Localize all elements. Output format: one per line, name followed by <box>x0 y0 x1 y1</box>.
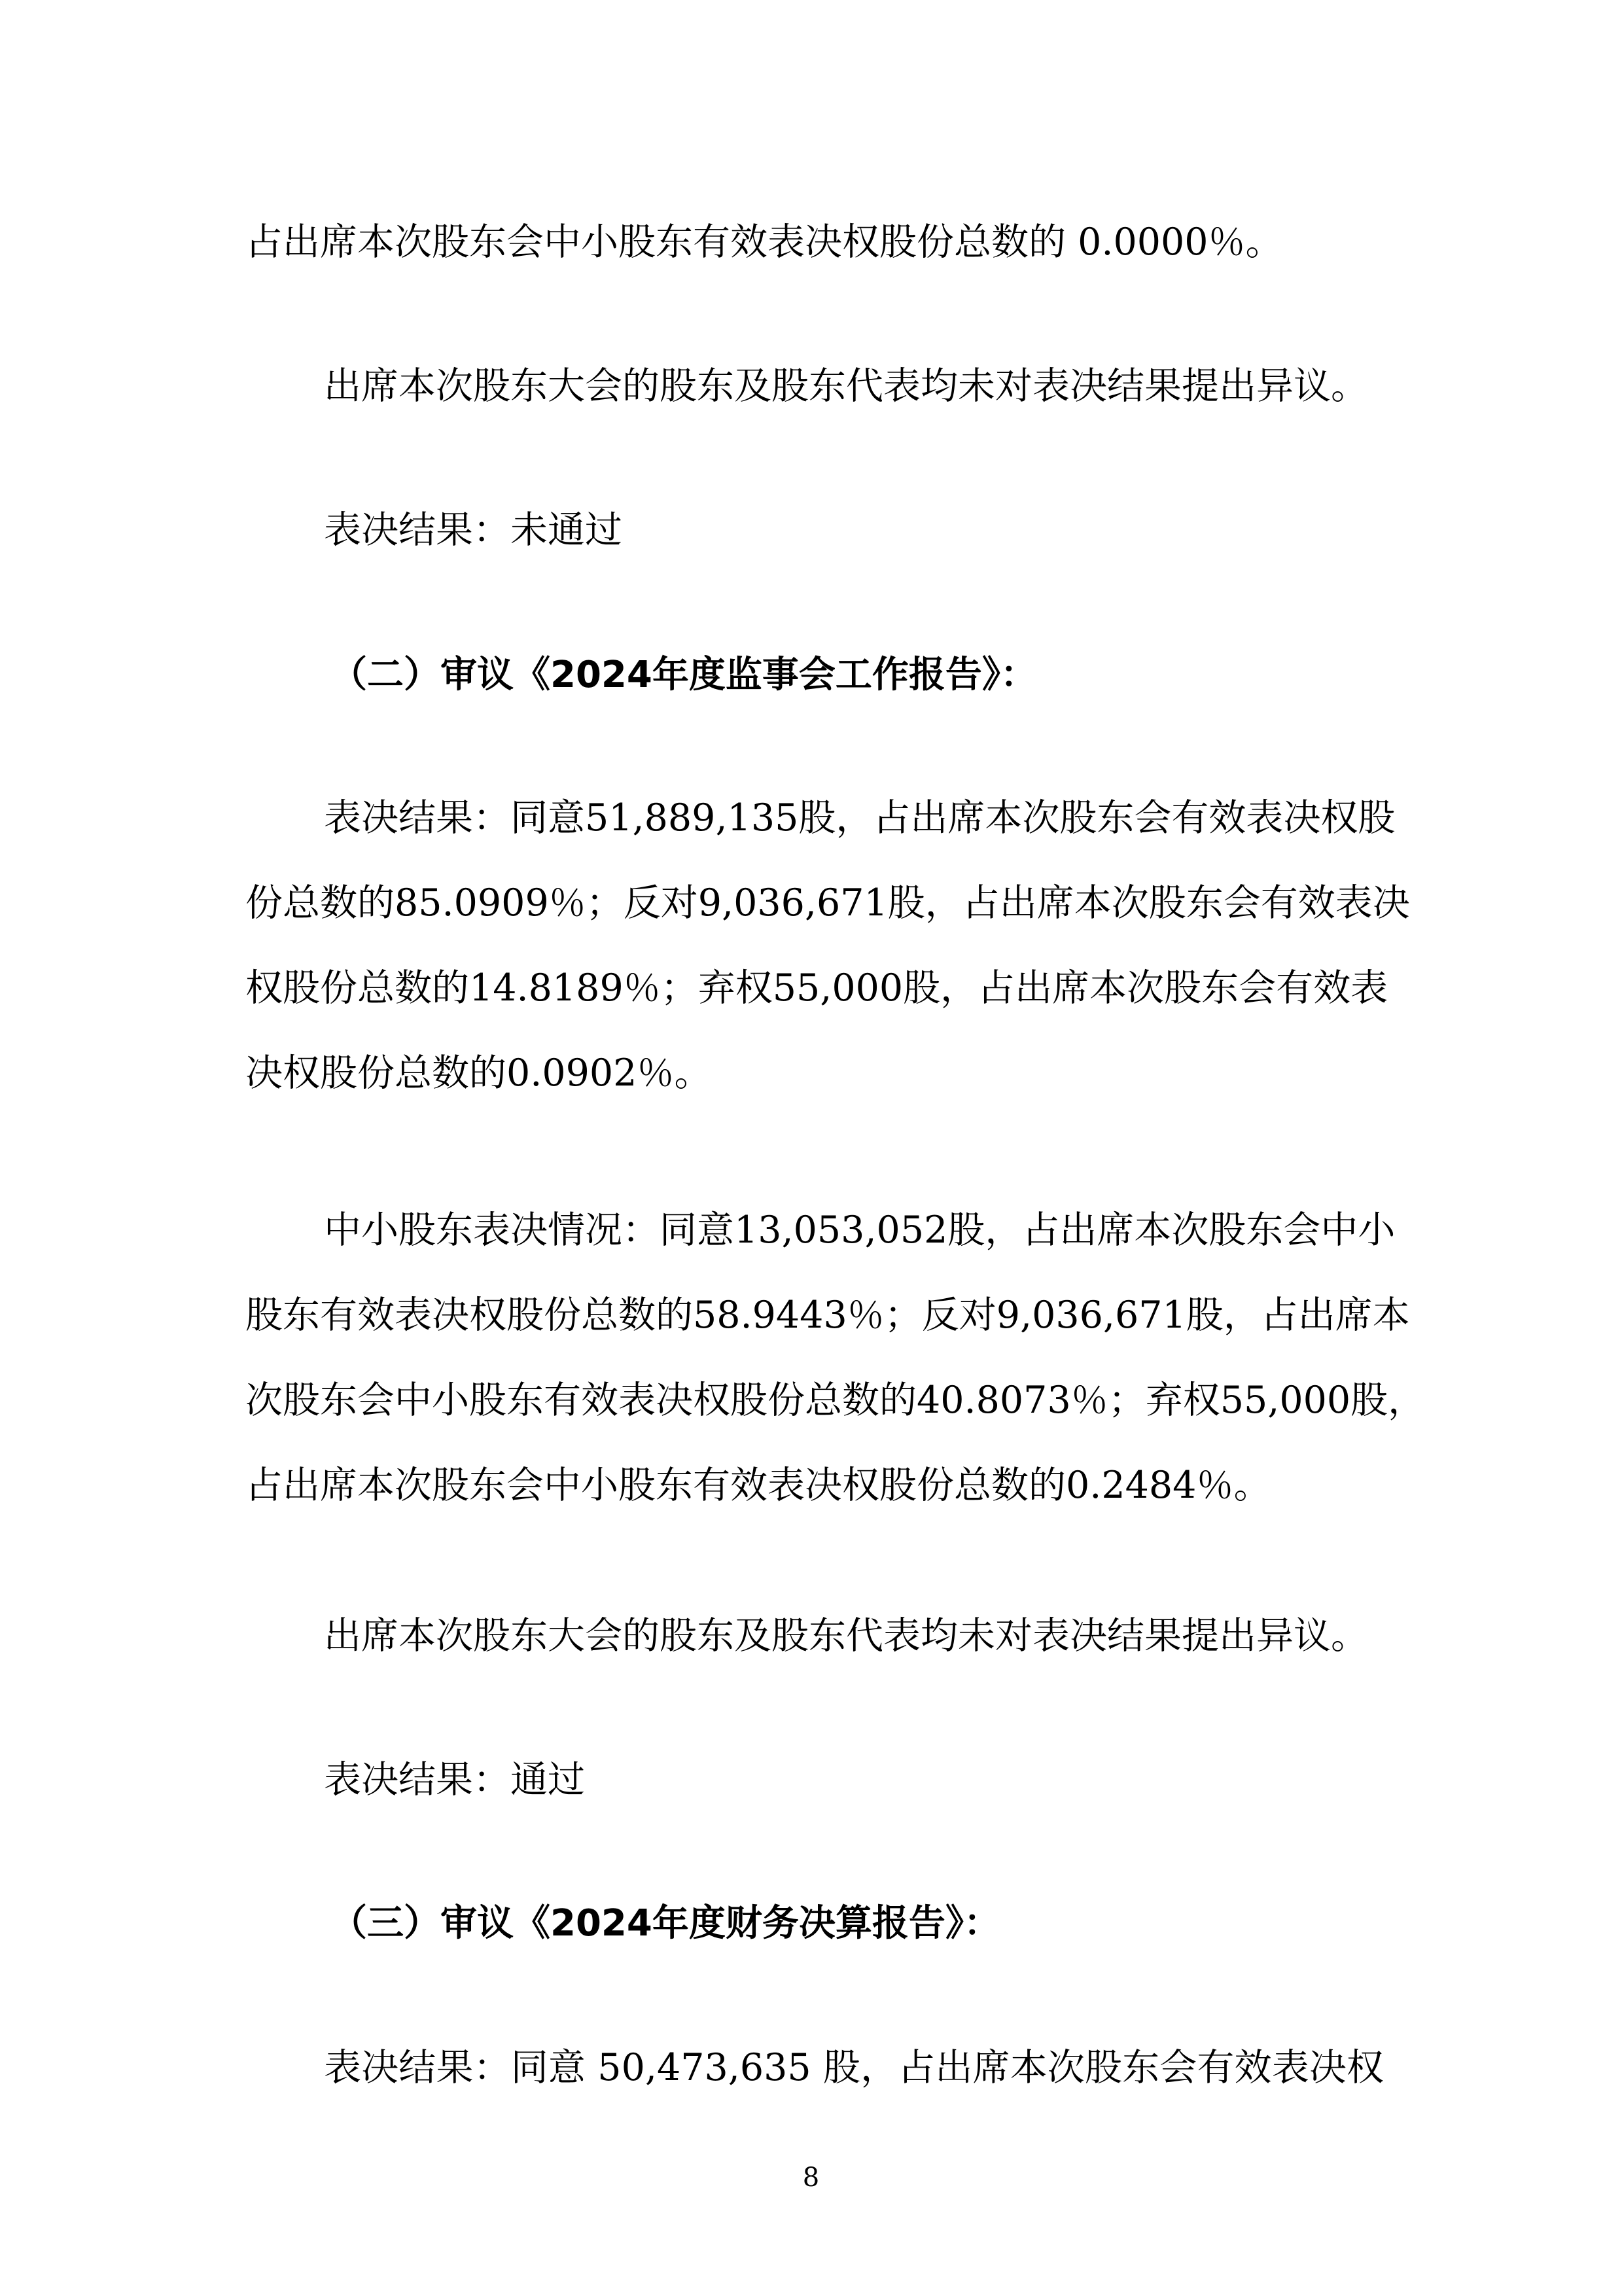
paragraph-line: 股东有效表决权股份总数的58.9443％；反对9,036,671股，占出席本 <box>245 1294 1410 1337</box>
section-heading-3: （三）审议《2024年度财务决算报告》： <box>330 1902 1000 1945</box>
objection-statement: 出席本次股东大会的股东及股东代表均未对表决结果提出异议。 <box>324 364 1368 408</box>
paragraph-line: 表决结果：同意 50,473,635 股，占出席本次股东会有效表决权 <box>324 2046 1384 2089</box>
paragraph-line: 份总数的85.0909％；反对9,036,671股，占出席本次股东会有效表决 <box>245 881 1410 925</box>
page-number: 8 <box>802 2163 820 2193</box>
paragraph-line: 决权股份总数的0.0902％。 <box>245 1051 712 1095</box>
paragraph-line: 次股东会中小股东有效表决权股份总数的40.8073％；弃权55,000股， <box>245 1379 1426 1422</box>
section-heading-2: （二）审议《2024年度监事会工作报告》： <box>330 654 1037 696</box>
paragraph-line: 表决结果：同意51,889,135股，占出席本次股东会有效表决权股 <box>324 796 1396 839</box>
vote-result-failed: 表决结果：未通过 <box>324 508 622 552</box>
paragraph-line: 中小股东表决情况：同意13,053,052股，占出席本次股东会中小 <box>324 1209 1396 1252</box>
paragraph-line: 占出席本次股东会中小股东有效表决权股份总数的0.2484％。 <box>245 1464 1271 1507</box>
objection-statement: 出席本次股东大会的股东及股东代表均未对表决结果提出异议。 <box>324 1614 1368 1657</box>
paragraph-line: 占出席本次股东会中小股东有效表决权股份总数的 0.0000％。 <box>245 221 1283 264</box>
paragraph-line: 权股份总数的14.8189％；弃权55,000股，占出席本次股东会有效表 <box>245 966 1388 1010</box>
vote-result-passed: 表决结果：通过 <box>324 1758 585 1801</box>
